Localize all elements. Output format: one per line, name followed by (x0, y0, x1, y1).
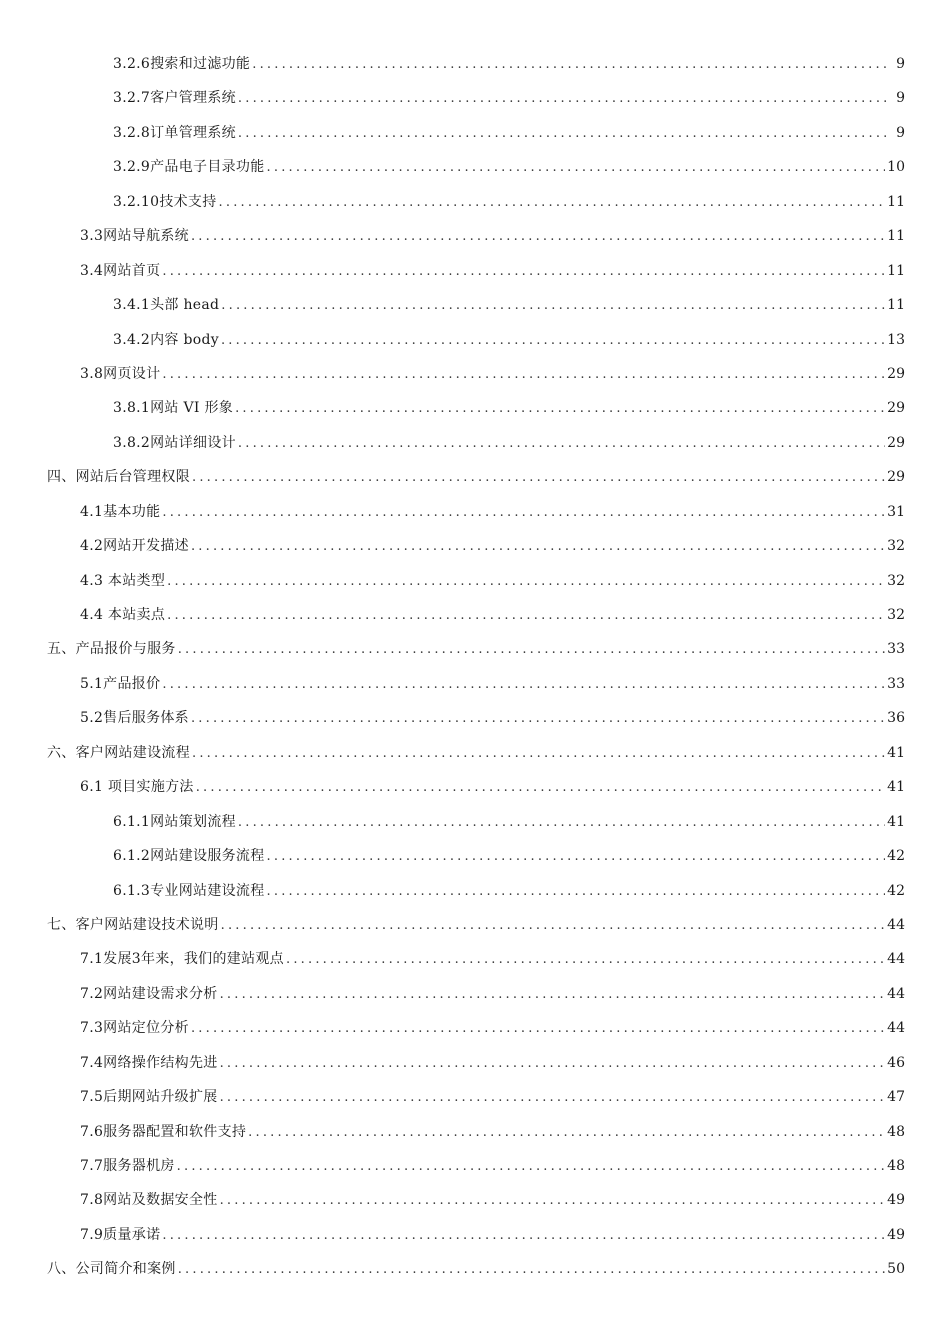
toc-entry[interactable] (0, 81, 950, 115)
toc-entry-page-number: 11 (887, 297, 905, 314)
toc-entry[interactable] (0, 1046, 950, 1080)
toc-entry[interactable] (0, 47, 950, 81)
toc-dot-leader (238, 82, 889, 116)
toc-entry[interactable] (0, 874, 950, 908)
toc-entry-page-number: 50 (887, 1261, 905, 1278)
toc-dot-leader (235, 392, 885, 426)
toc-dot-leader (238, 806, 885, 840)
toc-entry-label: 6.1.2网站建设服务流程 (113, 848, 265, 865)
toc-entry-label: 4.3 本站类型 (80, 572, 166, 589)
toc-entry[interactable] (0, 977, 950, 1011)
toc-entry[interactable] (0, 1149, 950, 1183)
toc-dot-leader (167, 565, 885, 599)
toc-entry-label: 3.2.7客户管理系统 (113, 90, 236, 107)
toc-entry-page-number: 9 (896, 56, 905, 72)
toc-entry-label: 5.1产品报价 (80, 675, 161, 692)
toc-entry[interactable] (0, 323, 950, 357)
toc-entry-label: 3.2.8订单管理系统 (113, 124, 236, 141)
toc-entry[interactable] (0, 219, 950, 253)
toc-dot-leader (191, 220, 885, 254)
toc-entry-page-number: 32 (887, 607, 905, 623)
toc-entry-page-number: 31 (887, 503, 905, 520)
toc-entry-page-number: 49 (887, 1226, 905, 1243)
toc-dot-leader (221, 909, 886, 943)
toc-entry-page-number: 48 (887, 1123, 905, 1140)
toc-entry-label: 八、公司简介和案例 (47, 1261, 176, 1278)
toc-entry-label: 7.9质量承诺 (80, 1226, 161, 1243)
toc-entry-page-number: 29 (887, 365, 905, 382)
toc-entry-page-number: 9 (896, 124, 905, 141)
toc-entry-page-number: 44 (887, 985, 905, 1002)
toc-entry-label: 四、网站后台管理权限 (47, 469, 190, 486)
toc-dot-leader (267, 151, 886, 185)
toc-entry-page-number: 11 (887, 262, 905, 279)
toc-entry-label: 3.2.10技术支持 (113, 193, 217, 210)
toc-dot-leader (248, 1116, 885, 1150)
toc-entry-page-number: 32 (887, 538, 905, 555)
toc-dot-leader (178, 1253, 885, 1287)
toc-dot-leader (220, 1047, 886, 1081)
toc-entry-label: 3.2.6搜索和过滤功能 (113, 56, 251, 72)
toc-entry[interactable] (0, 839, 950, 873)
toc-dot-leader (191, 702, 885, 736)
toc-dot-leader (238, 427, 885, 461)
toc-entry-page-number: 44 (887, 1020, 905, 1037)
toc-entry[interactable] (0, 1080, 950, 1114)
toc-dot-leader (238, 117, 889, 151)
toc-dot-leader (167, 599, 885, 633)
toc-dot-leader (267, 875, 886, 909)
toc-entry[interactable] (0, 150, 950, 184)
toc-entry-label: 7.7服务器机房 (80, 1158, 175, 1174)
toc-dot-leader (220, 1081, 886, 1115)
toc-entry-label: 7.5后期网站升级扩展 (80, 1089, 218, 1106)
toc-entry-page-number: 47 (887, 1089, 905, 1106)
toc-entry-page-number: 41 (887, 779, 905, 796)
toc-entry[interactable] (0, 1115, 950, 1149)
toc-dot-leader (221, 324, 885, 358)
toc-dot-leader (220, 1184, 886, 1218)
toc-entry-page-number: 42 (887, 848, 905, 865)
toc-dot-leader (219, 186, 886, 220)
toc-entry[interactable] (0, 495, 950, 529)
toc-dot-leader (221, 289, 885, 323)
toc-entry-label: 3.2.9产品电子目录功能 (113, 159, 265, 176)
toc-entry[interactable] (0, 288, 950, 322)
toc-entry-label: 3.3网站导航系统 (80, 228, 189, 245)
toc-entry-label: 7.6服务器配置和软件支持 (80, 1123, 247, 1140)
toc-entry-page-number: 10 (887, 159, 905, 176)
toc-entry-page-number: 11 (887, 193, 905, 210)
toc-dot-leader (191, 1012, 885, 1046)
toc-entry-page-number: 36 (887, 710, 905, 727)
toc-entry[interactable] (0, 1183, 950, 1217)
toc-dot-leader (177, 1150, 886, 1184)
toc-dot-leader (192, 737, 885, 771)
toc-entry-label: 六、客户网站建设流程 (47, 744, 190, 761)
toc-dot-leader (267, 840, 886, 874)
toc-entry[interactable] (0, 564, 950, 598)
toc-entry-page-number: 13 (887, 331, 905, 348)
toc-entry-page-number: 29 (887, 434, 905, 451)
toc-entry[interactable] (0, 736, 950, 770)
toc-entry[interactable] (0, 529, 950, 563)
toc-dot-leader (162, 358, 885, 392)
toc-entry-page-number: 48 (887, 1158, 905, 1174)
toc-entry-page-number: 32 (887, 572, 905, 589)
toc-entry-page-number: 29 (887, 400, 905, 417)
toc-entry[interactable] (0, 942, 950, 976)
toc-dot-leader (162, 496, 885, 530)
toc-dot-leader (178, 633, 885, 667)
toc-entry-label: 6.1.3专业网站建设流程 (113, 882, 265, 899)
toc-dot-leader (192, 461, 885, 495)
toc-entry-label: 5.2售后服务体系 (80, 710, 189, 727)
toc-entry-page-number: 44 (887, 951, 905, 968)
toc-entry[interactable] (0, 1218, 950, 1252)
toc-entry-page-number: 11 (887, 228, 905, 245)
toc-dot-leader (220, 978, 886, 1012)
toc-entry[interactable] (0, 426, 950, 460)
toc-entry-label: 七、客户网站建设技术说明 (47, 916, 219, 933)
toc-entry[interactable] (0, 460, 950, 494)
toc-entry[interactable] (0, 805, 950, 839)
toc-dot-leader (162, 668, 885, 702)
toc-entry[interactable] (0, 632, 950, 666)
toc-entry-label: 五、产品报价与服务 (47, 641, 176, 658)
toc-entry[interactable] (0, 701, 950, 735)
toc-entry-label: 3.4.1头部 head (113, 297, 220, 314)
toc-entry-page-number: 33 (887, 641, 905, 658)
toc-dot-leader (196, 771, 885, 805)
toc-entry[interactable] (0, 1252, 950, 1286)
toc-entry-label: 4.1基本功能 (80, 503, 161, 520)
toc-dot-leader (162, 255, 885, 289)
toc-entry-label: 6.1.1网站策划流程 (113, 813, 236, 830)
toc-dot-leader (191, 530, 885, 564)
toc-entry[interactable] (0, 598, 950, 632)
toc-entry[interactable] (0, 116, 950, 150)
table-of-contents (0, 47, 950, 1287)
toc-entry-page-number: 29 (887, 469, 905, 486)
toc-entry-page-number: 42 (887, 882, 905, 899)
toc-entry-label: 7.2网站建设需求分析 (80, 985, 218, 1002)
toc-entry-label: 7.3网站定位分析 (80, 1020, 189, 1037)
toc-entry[interactable] (0, 185, 950, 219)
toc-dot-leader (286, 943, 885, 977)
toc-entry-label: 3.4.2内容 body (113, 331, 219, 348)
toc-entry[interactable] (0, 391, 950, 425)
toc-entry-label: 3.4网站首页 (80, 262, 161, 279)
toc-entry-label: 7.4网络操作结构先进 (80, 1054, 218, 1071)
toc-entry-label: 6.1 项目实施方法 (80, 779, 194, 796)
toc-entry-page-number: 49 (887, 1192, 905, 1209)
toc-entry[interactable] (0, 357, 950, 391)
toc-entry[interactable] (0, 254, 950, 288)
toc-entry-page-number: 41 (887, 744, 905, 761)
toc-entry[interactable] (0, 667, 950, 701)
toc-entry[interactable] (0, 908, 950, 942)
toc-entry[interactable] (0, 1011, 950, 1045)
toc-entry-label: 4.4 本站卖点 (80, 607, 166, 623)
toc-entry-label: 3.8.1网站 VI 形象 (113, 400, 234, 417)
toc-entry-label: 7.1发展3年来，我们的建站观点 (80, 951, 284, 968)
toc-entry-page-number: 44 (887, 916, 905, 933)
toc-entry-page-number: 33 (887, 675, 905, 692)
toc-entry-label: 7.8网站及数据安全性 (80, 1192, 218, 1209)
toc-entry-label: 3.8网页设计 (80, 365, 161, 382)
toc-entry-page-number: 9 (896, 90, 905, 107)
toc-entry-label: 4.2网站开发描述 (80, 538, 189, 555)
toc-dot-leader (162, 1219, 885, 1253)
toc-entry-page-number: 41 (887, 813, 905, 830)
toc-entry-label: 3.8.2网站详细设计 (113, 434, 236, 451)
toc-entry[interactable] (0, 770, 950, 804)
toc-entry-page-number: 46 (887, 1054, 905, 1071)
toc-dot-leader (252, 48, 889, 82)
